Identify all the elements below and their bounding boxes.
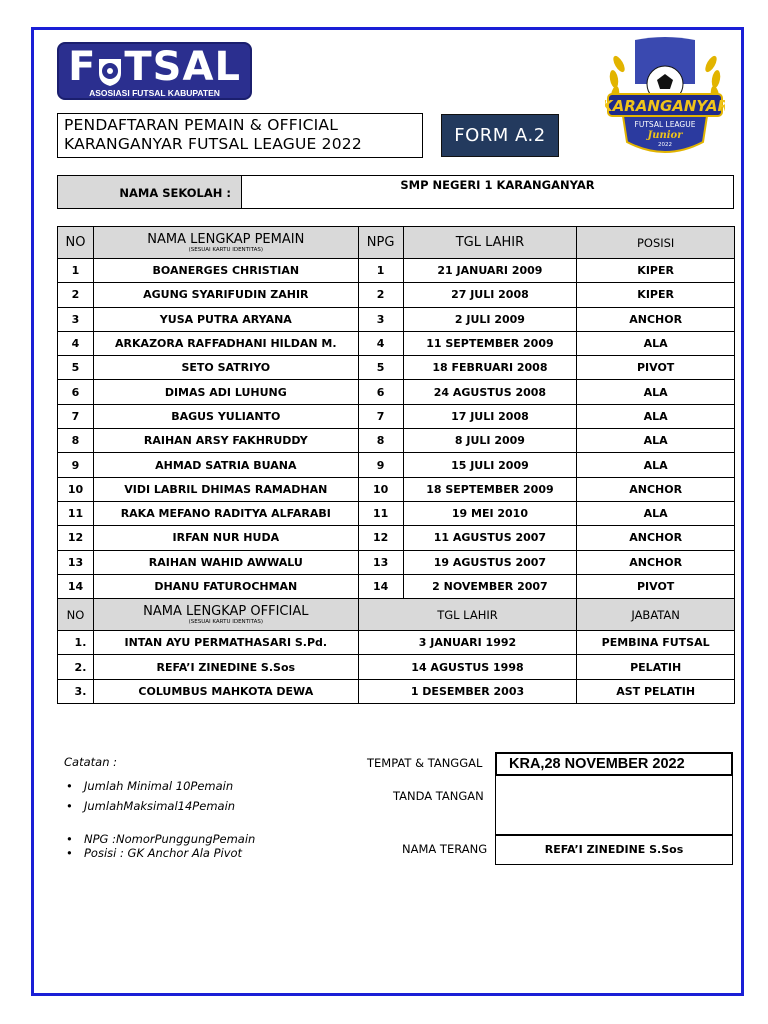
official-row [58,631,735,655]
place-date-value: KRA,28 NOVEMBER 2022 [495,752,733,776]
note-item: • Jumlah Minimal 10Pemain [64,779,255,794]
header-player-name-title: NAMA LENGKAP PEMAIN [147,231,305,247]
player-dob: 11 AGUSTUS 2007 [403,526,577,550]
header-player-name-note: (SESUAI KARTU IDENTITAS) [188,246,263,253]
badge-division: Junior [647,130,683,141]
official-name: COLUMBUS MAHKOTA DEWA [93,679,358,703]
official-role: PELATIH [577,655,735,679]
player-row [58,307,735,331]
player-name: AGUNG SYARIFUDIN ZAHIR [93,283,358,307]
title-line-1: PENDAFTARAN PEMAIN & OFFICIAL [64,116,339,134]
player-row [58,331,735,355]
player-name: DHANU FATUROCHMAN [93,574,358,598]
player-row [58,477,735,501]
header-player-name [93,227,358,259]
player-dob: 11 SEPTEMBER 2009 [403,331,577,355]
player-dob: 19 MEI 2010 [403,501,577,525]
name-label: NAMA TERANG [402,842,488,856]
player-dob: 8 JULI 2009 [403,429,577,453]
player-position: ALA [577,404,735,428]
header-official-no: NO [58,599,94,631]
player-npg: 1 [358,259,403,283]
player-name: BAGUS YULIANTO [93,404,358,428]
player-row [58,453,735,477]
player-dob: 27 JULI 2008 [403,283,577,307]
header-official-dob: TGL LAHIR [358,599,577,631]
player-position: ALA [577,501,735,525]
player-npg: 4 [358,331,403,355]
badge-name: KARANGANYAR [605,97,725,115]
official-no: 2. [58,655,94,679]
player-name: IRFAN NUR HUDA [93,526,358,550]
school-row [57,175,734,209]
player-no: 10 [58,477,94,501]
league-badge [605,34,725,158]
player-no: 2 [58,283,94,307]
header-official-name [93,599,358,631]
player-position: KIPER [577,283,735,307]
player-row [58,429,735,453]
signature-label: TANDA TANGAN [393,789,484,803]
player-no: 8 [58,429,94,453]
player-row [58,259,735,283]
player-dob: 21 JANUARI 2009 [403,259,577,283]
player-name: RAKA MEFANO RADITYA ALFARABI [93,501,358,525]
note-item: • Posisi : GK Anchor Ala Pivot [64,846,255,860]
player-npg: 3 [358,307,403,331]
official-dob: 1 DESEMBER 2003 [358,679,577,703]
header-official-name-title: NAMA LENGKAP OFFICIAL [143,603,309,619]
player-npg: 2 [358,283,403,307]
official-dob: 14 AGUSTUS 1998 [358,655,577,679]
official-row [58,679,735,703]
player-dob: 24 AGUSTUS 2008 [403,380,577,404]
note-item: • JumlahMaksimal14Pemain [64,799,255,814]
player-position: KIPER [577,259,735,283]
player-dob: 17 JULI 2008 [403,404,577,428]
player-dob: 2 NOVEMBER 2007 [403,574,577,598]
player-row [58,501,735,525]
player-row [58,404,735,428]
player-no: 6 [58,380,94,404]
player-row [58,380,735,404]
school-value: SMP NEGERI 1 KARANGANYAR [400,178,595,192]
official-role: PEMBINA FUTSAL [577,631,735,655]
official-no: 1. [58,631,94,655]
logo-word-left: F [68,44,97,90]
official-no: 3. [58,679,94,703]
player-name: YUSA PUTRA ARYANA [93,307,358,331]
official-name: INTAN AYU PERMATHASARI S.Pd. [93,631,358,655]
player-npg: 10 [358,477,403,501]
player-no: 5 [58,356,94,380]
player-npg: 13 [358,550,403,574]
player-npg: 9 [358,453,403,477]
player-name: AHMAD SATRIA BUANA [93,453,358,477]
player-name: BOANERGES CHRISTIAN [93,259,358,283]
futsal-logo [57,42,252,108]
header-position: POSISI [577,227,735,259]
player-row [58,356,735,380]
form-title [57,113,423,158]
player-no: 11 [58,501,94,525]
player-no: 1 [58,259,94,283]
players-header-row [58,227,735,259]
player-position: ANCHOR [577,550,735,574]
player-name: RAIHAN WAHID AWWALU [93,550,358,574]
player-dob: 19 AGUSTUS 2007 [403,550,577,574]
player-position: PIVOT [577,356,735,380]
player-row [58,574,735,598]
player-name: ARKAZORA RAFFADHANI HILDAN M. [93,331,358,355]
player-npg: 5 [358,356,403,380]
player-no: 13 [58,550,94,574]
player-row [58,283,735,307]
notes-group-1 [64,779,255,814]
note-item: • NPG :NomorPunggungPemain [64,832,255,846]
player-position: ANCHOR [577,307,735,331]
player-npg: 14 [358,574,403,598]
registration-table [57,226,735,704]
title-line-2: KARANGANYAR FUTSAL LEAGUE 2022 [64,135,362,153]
header-dob: TGL LAHIR [403,227,577,259]
player-position: ALA [577,331,735,355]
header-official-role: JABATAN [577,599,735,631]
player-no: 7 [58,404,94,428]
official-role: AST PELATIH [577,679,735,703]
badge-year: 2022 [658,142,672,148]
notes-section [64,755,255,860]
player-no: 4 [58,331,94,355]
player-name: SETO SATRIYO [93,356,358,380]
place-date-label: TEMPAT & TANGGAL [367,756,483,770]
badge-league: FUTSAL LEAGUE [634,120,696,129]
header-official-name-note: (SESUAI KARTU IDENTITAS) [188,618,263,625]
signer-name: REFA’I ZINEDINE S.Sos [495,835,733,865]
logo-subtitle: ASOSIASI FUTSAL KABUPATEN KARANGANYAR [89,88,220,108]
player-row [58,550,735,574]
player-dob: 18 SEPTEMBER 2009 [403,477,577,501]
logo-word-right: TSAL [124,44,241,90]
player-npg: 11 [358,501,403,525]
header-no: NO [58,227,94,259]
player-npg: 7 [358,404,403,428]
form-code-label: FORM A.2 [441,114,559,157]
player-no: 14 [58,574,94,598]
player-position: ANCHOR [577,526,735,550]
player-no: 3 [58,307,94,331]
player-position: ALA [577,429,735,453]
notes-title: Catatan : [64,755,118,769]
player-no: 12 [58,526,94,550]
player-npg: 12 [358,526,403,550]
player-position: PIVOT [577,574,735,598]
player-npg: 8 [358,429,403,453]
signature-box [495,775,733,835]
player-position: ANCHOR [577,477,735,501]
player-dob: 15 JULI 2009 [403,453,577,477]
player-npg: 6 [358,380,403,404]
player-no: 9 [58,453,94,477]
player-dob: 2 JULI 2009 [403,307,577,331]
player-position: ALA [577,380,735,404]
officials-header-row [58,599,735,631]
player-position: ALA [577,453,735,477]
player-name: VIDI LABRIL DHIMAS RAMADHAN [93,477,358,501]
official-name: REFA’I ZINEDINE S.Sos [93,655,358,679]
official-dob: 3 JANUARI 1992 [358,631,577,655]
player-row [58,526,735,550]
school-label: NAMA SEKOLAH : [58,176,242,208]
notes-group-2 [64,832,255,860]
player-name: RAIHAN ARSY FAKHRUDDY [93,429,358,453]
header-npg: NPG [358,227,403,259]
official-row [58,655,735,679]
player-name: DIMAS ADI LUHUNG [93,380,358,404]
futsal-ball-icon [96,52,124,82]
player-dob: 18 FEBRUARI 2008 [403,356,577,380]
